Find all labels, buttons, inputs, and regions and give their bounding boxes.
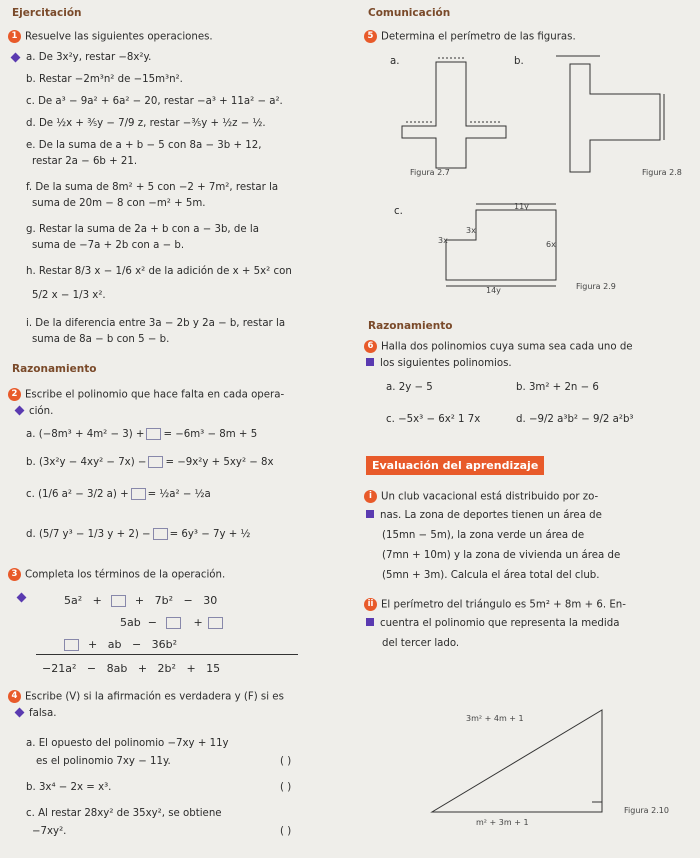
term: 8ab [106,662,128,675]
answer-paren[interactable]: ( ) [280,782,292,793]
diamond-icon [15,406,25,416]
exercise-5-header [364,30,576,43]
figure-label-b: b. [514,56,524,67]
exercise-instruction: Determina el perímetro de las figuras. [381,31,576,43]
answer-box[interactable] [146,428,161,440]
term: 15 [206,662,221,675]
evaluation-i-cont [366,510,602,521]
diamond-icon [15,708,25,718]
evaluation-title: Evaluación del aprendizaje [366,456,544,475]
statement-a: a. El opuesto del polinomio −7xy + 11y [26,738,229,749]
statement-c: c. Al restar 28xy² de 35xy², se obtiene [26,808,222,819]
exercise-1-item: suma de 20m − 8 con −m² + 5m. [32,198,206,209]
diamond-icon [11,53,21,63]
exercise-instruction: Completa los términos de la operación. [25,569,226,581]
exercise-number: ii [364,598,377,611]
exercise-1-item: a. De 3x²y, restar −8x²y. [26,52,152,63]
answer-box[interactable] [208,617,223,629]
instruction-text: ción. [29,406,54,417]
l-shape [570,64,660,172]
exercise-number: 6 [364,340,377,353]
equation-right: = −9x²y + 5xy² − 8x [165,457,274,468]
exercise-instruction: Escribe (V) si la afirmación es verdadera y (F) si es [25,691,284,703]
operator: + [92,594,102,607]
instruction-text: los siguientes polinomios. [380,358,512,369]
operator: − [183,594,193,607]
operation-row-1 [64,594,217,607]
square-icon [366,510,374,518]
exercise-1-item: suma de −7a + 2b con a − b. [32,240,185,251]
side-label: m² + 3m + 1 [476,818,529,827]
equation-left: a. (−8m³ + 4m² − 3) + [26,429,145,440]
equation-left: d. (5/7 y³ − 1/3 y + 2) − [26,529,151,540]
step-shape [446,210,556,280]
exercise-6-instruction-cont [366,358,512,369]
exercise-1-item: b. Restar −2m³n² de −15m³n². [26,74,183,85]
exercise-number: 1 [8,30,21,43]
term: 5ab [120,616,141,629]
exercise-number: 3 [8,568,21,581]
polynomial-c: c. −5x³ − 6x² 1 7x [386,414,481,425]
figure-caption: Figura 2.9 [576,282,616,291]
figure-label-c: c. [394,206,403,217]
problem-text: El perímetro del triángulo es 5m² + 8m + 6. En- [381,599,626,611]
answer-box[interactable] [153,528,168,540]
dimension-label: 3x [466,226,476,235]
answer-box[interactable] [148,456,163,468]
problem-text: (5mn + 3m). Calcula el área total del club. [382,570,600,581]
evaluation-ii [364,598,626,611]
term: ab [107,638,122,651]
dimension-label: 14y [486,286,501,295]
operator: + [137,662,148,675]
figure-caption: Figura 2.8 [642,168,682,177]
operation-result-row [42,662,220,675]
operator: − [86,662,97,675]
operator: + [193,616,203,629]
triangle-figure [426,700,626,820]
operator: − [131,638,142,651]
answer-box[interactable] [131,488,146,500]
exercise-1-item: suma de 8a − b con 5 − b. [32,334,170,345]
operator: − [147,616,157,629]
answer-box[interactable] [64,639,79,651]
operation-row-3 [62,638,177,651]
dimension-label: 6x [546,240,556,249]
square-icon [366,358,374,366]
exercise-1-item: 5/2 x − 1/3 x². [32,290,106,301]
evaluation-i [364,490,598,503]
exercise-1-header [8,30,213,43]
equation-right: = 6y³ − 7y + ½ [169,529,251,540]
polynomial-a: a. 2y − 5 [386,382,433,393]
term: 2b² [157,662,176,675]
operation-row-2 [120,616,225,629]
operator: + [186,662,196,675]
figure-2-8 [530,54,680,178]
evaluation-banner [366,456,544,475]
instruction-text: falsa. [29,708,57,719]
square-icon [366,618,374,626]
exercise-1-item: e. De la suma de a + b − 5 con 8a − 3b + 12, [26,140,262,151]
evaluation-ii-cont [366,618,619,629]
answer-box[interactable] [111,595,126,607]
exercise-1-item: d. De ½x + ⅗y − 7/9 z, restar −⅗y + ½z − ½. [26,118,266,129]
exercise-number: 4 [8,690,21,703]
exercise-1-item: g. Restar la suma de 2a + b con a − 3b, de la [26,224,259,235]
exercise-3-header [8,568,225,581]
exercise-instruction: Escribe el polinomio que hace falta en cada opera- [25,389,285,401]
side-label: 3m² + 4m + 1 [466,714,524,723]
figure-label-a: a. [390,56,400,67]
exercise-4-instruction-cont [16,708,56,719]
operator: + [88,638,98,651]
polynomial-b: b. 3m² + 2n − 6 [516,382,599,393]
exercise-1-item: restar 2a − 6b + 21. [32,156,138,167]
exercise-4-header [8,690,284,703]
answer-paren[interactable]: ( ) [280,756,292,767]
problem-text: nas. La zona de deportes tienen un área de [380,510,602,521]
section-title-comunicacion: Comunicación [368,7,451,19]
term: 5a² [64,594,83,607]
answer-paren[interactable]: ( ) [280,826,292,837]
statement-a-cont: es el polinomio 7xy − 11y. [36,756,171,767]
problem-text: del tercer lado. [382,638,460,649]
diamond-icon [17,593,27,603]
equation-left: b. (3x²y − 4xy² − 7x) − [26,457,147,468]
figure-caption: Figura 2.7 [410,168,450,177]
exercise-1-item: i. De la diferencia entre 3a − 2b y 2a − b, restar la [26,318,286,329]
cross-shape [402,62,506,168]
equation-left: c. (1/6 a² − 3/2 a) + [26,489,129,500]
exercise-2c [26,488,211,500]
term: 30 [203,594,218,607]
exercise-1-item: f. De la suma de 8m² + 5 con −2 + 7m², restar la [26,182,279,193]
exercise-number: i [364,490,377,503]
problem-text: cuentra el polinomio que representa la medida [380,618,620,629]
exercise-6-header [364,340,633,353]
section-title-razonamiento: Razonamiento [12,363,97,375]
problem-text: Un club vacacional está distribuido por zo- [381,491,599,503]
problem-text: (15mn − 5m), la zona verde un área de [382,530,585,541]
sum-divider [36,654,298,655]
triangle-shape [432,710,602,812]
statement-b: b. 3x⁴ − 2x = x³. [26,782,112,793]
term: −21a² [42,662,77,675]
section-title-ejercitacion: Ejercitación [12,7,82,19]
term: 7b² [154,594,173,607]
exercise-number: 5 [364,30,377,43]
section-title-razonamiento: Razonamiento [368,320,453,332]
exercise-1-item: c. De a³ − 9a² + 6a² − 20, restar −a³ + 11a² − a². [26,96,283,107]
exercise-2b [26,456,274,468]
statement-c-cont: −7xy². [32,826,67,837]
exercise-number: 2 [8,388,21,401]
exercise-1-item: h. Restar 8/3 x − 1/6 x² de la adición de x + 5x² con [26,266,292,277]
exercise-2-instruction-cont [16,406,53,417]
term: 36b² [151,638,178,651]
operator: + [134,594,145,607]
problem-text: (7mn + 10m) y la zona de vivienda un área de [382,550,621,561]
figure-2-7 [396,56,516,182]
equation-right: = −6m³ − 8m + 5 [163,429,258,440]
equation-right: = ½a² − ½a [147,489,211,500]
exercise-instruction: Halla dos polinomios cuya suma sea cada uno de [381,341,633,353]
dimension-label: 11y [514,202,529,211]
exercise-2a [26,428,257,440]
polynomial-d: d. −9/2 a³b² − 9/2 a²b³ [516,414,634,425]
answer-box[interactable] [166,617,181,629]
figure-caption: Figura 2.10 [624,806,669,815]
exercise-2-header [8,388,284,401]
exercise-2d [26,528,250,540]
dimension-label: 3x [438,236,448,245]
exercise-instruction: Resuelve las siguientes operaciones. [25,31,213,43]
